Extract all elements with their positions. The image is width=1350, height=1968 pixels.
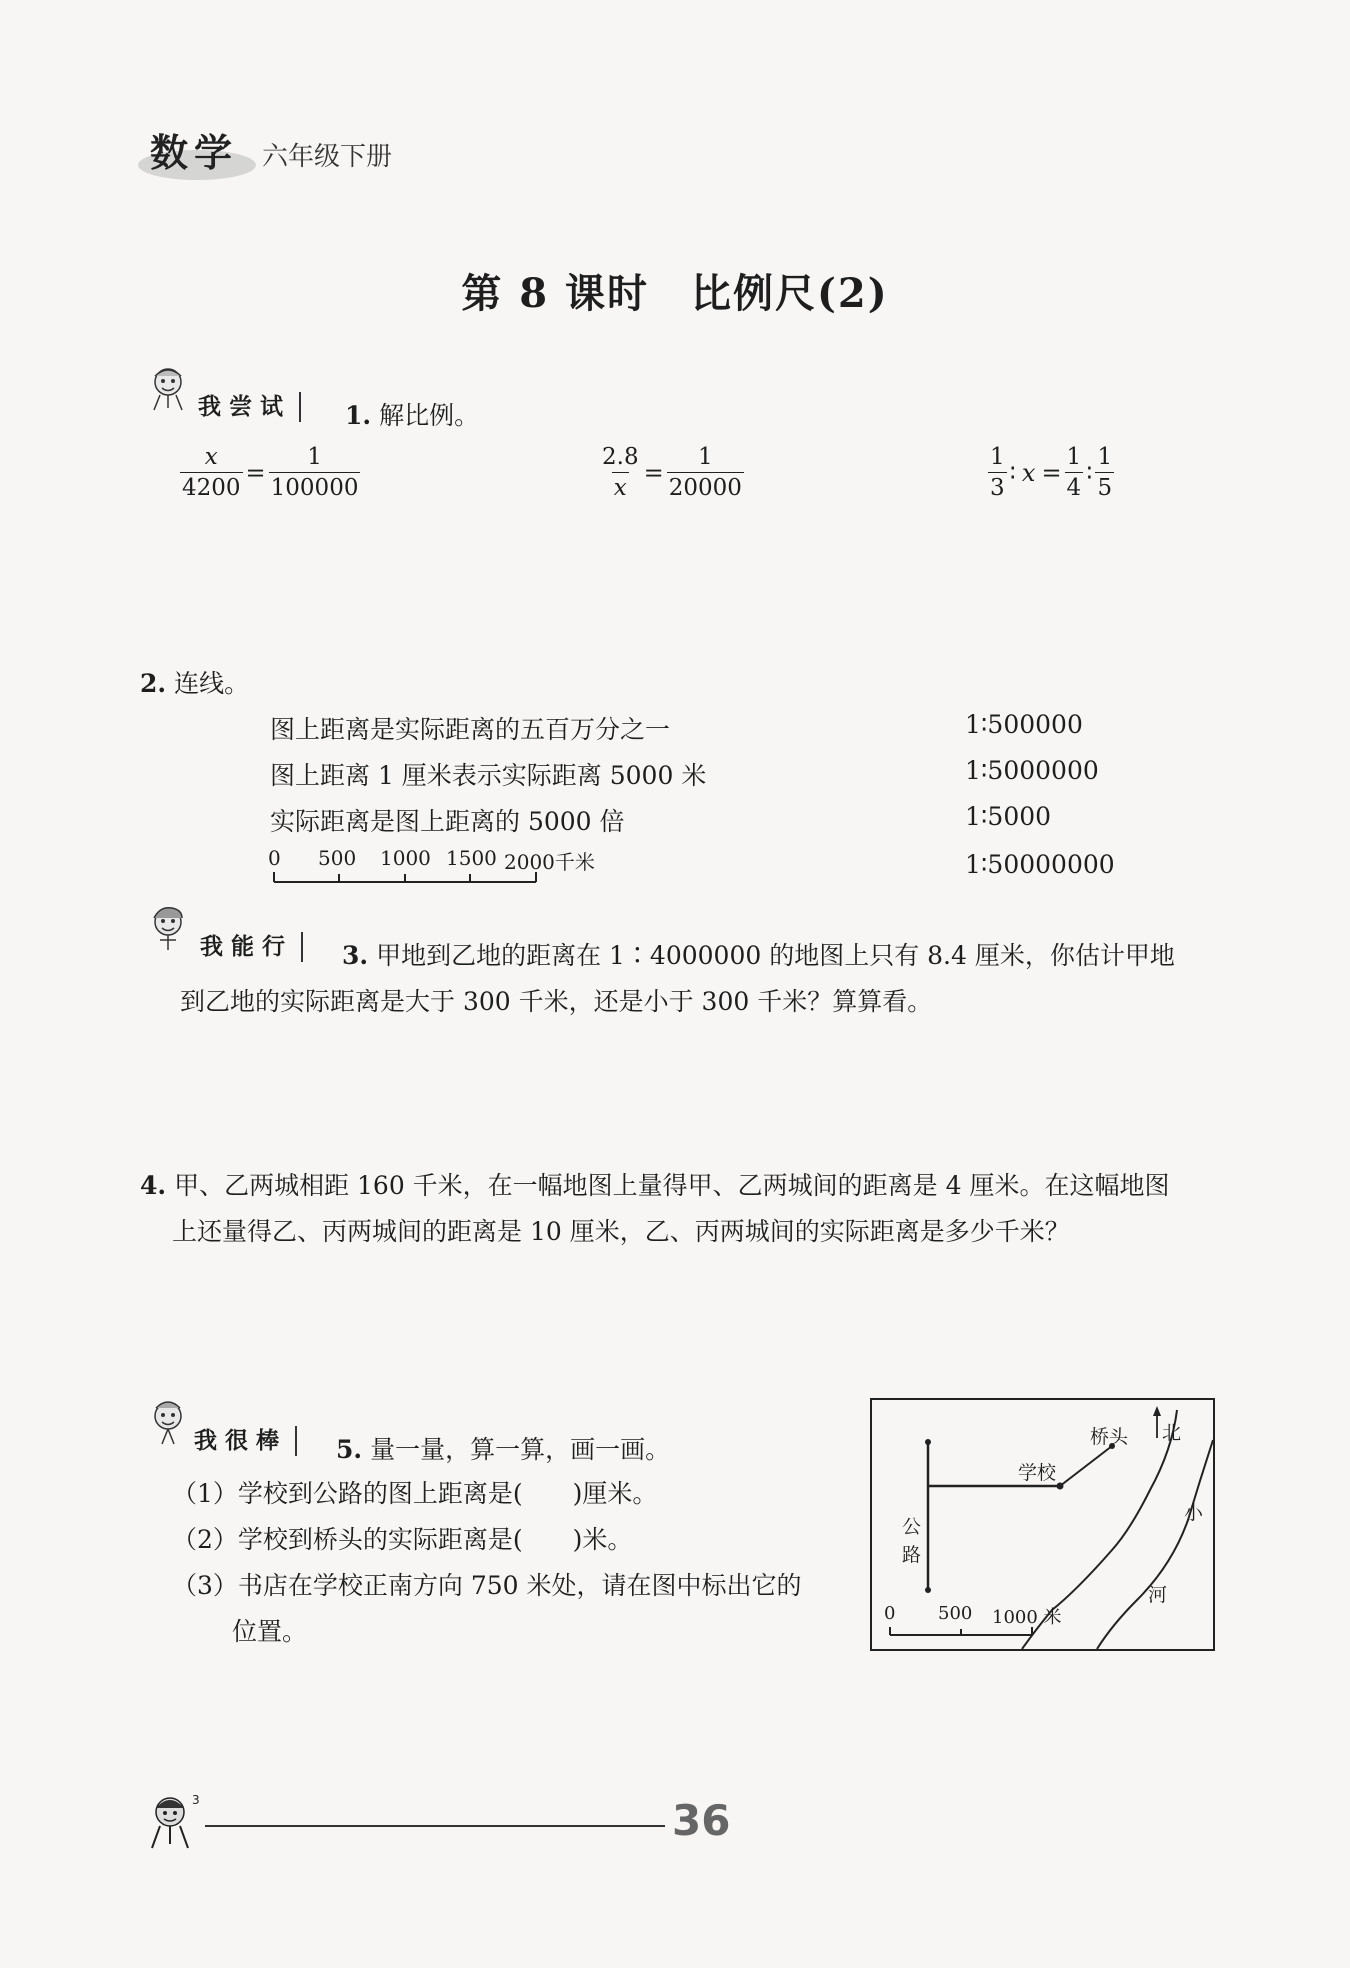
map-north-label: 北	[1162, 1422, 1182, 1444]
q3-line-1	[342, 936, 1175, 972]
q2-right-item-3: 1∶5000	[965, 802, 1052, 831]
q2-number: 2.	[140, 669, 167, 698]
q5-map	[870, 1398, 1215, 1651]
q2-scale-bar	[268, 846, 595, 886]
eq3-a-denominator: 3	[988, 472, 1007, 503]
eq3-b-denominator: 4	[1065, 472, 1084, 503]
section-badge-try: 我尝试	[198, 392, 301, 422]
q2-right-item-1: 1∶500000	[965, 710, 1083, 739]
q5-prompt	[336, 1430, 670, 1466]
scale-tick-label-1000: 1000	[380, 846, 431, 870]
svg-text:3: 3	[192, 1793, 200, 1807]
header-subject: 数学	[150, 131, 239, 175]
q5-sub-3a: （3）书店在学校正南方向 750 米处，请在图中标出它的	[172, 1571, 802, 1600]
q3-text-1: 甲地到乙地的距离在 1∶4000000 的地图上只有 8.4 厘米，你估计甲地	[376, 941, 1175, 970]
map-school-label: 学校	[1018, 1462, 1057, 1484]
q2-text: 连线。	[174, 669, 250, 698]
eq3-c-numerator: 1	[1097, 444, 1113, 470]
eq3-frac-c	[1095, 442, 1114, 503]
q2-right-item-2: 1∶5000000	[965, 756, 1099, 785]
scale-tick-label-1500: 1500	[446, 846, 497, 870]
map-bridge-label: 桥头	[1090, 1426, 1129, 1448]
q5-sub-3b: 位置。	[232, 1617, 308, 1646]
eq3-colon-2: ∶	[1086, 458, 1093, 487]
eq1-lhs-denominator: 4200	[180, 472, 243, 503]
q2-left-item-3: 实际距离是图上距离的 5000 倍	[270, 807, 625, 836]
eq2-rhs-denominator: 20000	[667, 472, 744, 503]
map-scale-500: 500	[938, 1603, 973, 1624]
page-title: 第 8 课时 比例尺(2)	[461, 270, 889, 317]
q5-text: 量一量，算一算，画一画。	[370, 1435, 671, 1464]
map-river-label-1: 小	[1184, 1502, 1204, 1524]
eq3-equals: =	[1041, 458, 1062, 487]
q3-number: 3.	[342, 941, 369, 970]
eq2-left-fraction	[600, 442, 641, 503]
map-scale-0: 0	[884, 1603, 896, 1624]
eq3-frac-a	[988, 442, 1007, 503]
footer-rule	[205, 1825, 665, 1827]
section-badge-great: 我很棒	[194, 1426, 297, 1456]
q2-left-item-1: 图上距离是实际距离的五百万分之一	[270, 715, 671, 744]
eq1-right-fraction	[269, 442, 361, 503]
eq1-rhs-numerator: 1	[307, 444, 322, 470]
eq3-colon-1: ∶	[1009, 458, 1016, 487]
scale-tick-label-2000: 2000千米	[504, 850, 595, 874]
map-river-label-2: 河	[1148, 1584, 1168, 1606]
eq2-right-fraction	[667, 442, 744, 503]
q1-text: 解比例。	[379, 401, 480, 430]
eq2-lhs-denominator: x	[612, 472, 629, 503]
scale-bar-line	[268, 870, 538, 886]
eq2-equals: =	[643, 458, 664, 487]
q1-number: 1.	[345, 401, 372, 430]
eq3-b-numerator: 1	[1066, 444, 1082, 470]
mascot-girl-2-icon	[142, 902, 194, 954]
map-road-label-2: 路	[902, 1544, 922, 1566]
q4-number: 4.	[140, 1171, 167, 1200]
q3-line-2: 到乙地的实际距离是大于 300 千米，还是小于 300 千米？算算看。	[180, 987, 933, 1016]
eq1-left-fraction	[180, 442, 243, 503]
map-road-label-1: 公	[902, 1516, 922, 1538]
q5-sub-2: （2）学校到桥头的实际距离是( )米。	[172, 1525, 633, 1554]
q1-equation-3	[988, 442, 1114, 503]
scale-tick-label-500: 500	[318, 846, 357, 870]
q1-prompt	[345, 396, 479, 432]
q4-text-1: 甲、乙两城相距 160 千米，在一幅地图上量得甲、乙两城间的距离是 4 厘米。在这幅地图	[174, 1171, 1170, 1200]
scale-tick-label-0: 0	[268, 846, 281, 870]
eq1-lhs-numerator: x	[204, 444, 218, 470]
q5-number: 5.	[336, 1435, 363, 1464]
q2-left-item-2: 图上距离 1 厘米表示实际距离 5000 米	[270, 761, 707, 790]
q2-right-item-4: 1∶50000000	[965, 850, 1115, 879]
mascot-girl-icon	[142, 362, 194, 414]
q1-equation-1	[180, 442, 360, 503]
eq3-c-denominator: 5	[1095, 472, 1114, 503]
q4-line-2: 上还量得乙、丙两城间的距离是 10 厘米，乙、丙两城间的实际距离是多少千米？	[172, 1217, 1070, 1246]
q4-line-1	[140, 1166, 1169, 1202]
eq1-equals: =	[245, 458, 266, 487]
q1-equation-2	[600, 442, 744, 503]
eq3-x: x	[1021, 458, 1036, 487]
eq3-a-numerator: 1	[990, 444, 1005, 470]
map-scale-1000: 1000 米	[992, 1607, 1062, 1628]
header-grade: 六年级下册	[262, 142, 393, 172]
mascot-girl-3-icon	[142, 1396, 194, 1448]
eq2-rhs-numerator: 1	[697, 444, 713, 470]
q2-prompt	[140, 664, 249, 700]
eq2-lhs-numerator: 2.8	[602, 444, 639, 470]
eq3-frac-b	[1065, 442, 1084, 503]
q5-sub-1: （1）学校到公路的图上距离是( )厘米。	[172, 1479, 658, 1508]
page-number: 36	[672, 1796, 731, 1845]
eq1-rhs-denominator: 100000	[269, 472, 361, 503]
footer-mascot-icon	[140, 1790, 204, 1856]
section-badge-can: 我能行	[200, 932, 303, 962]
